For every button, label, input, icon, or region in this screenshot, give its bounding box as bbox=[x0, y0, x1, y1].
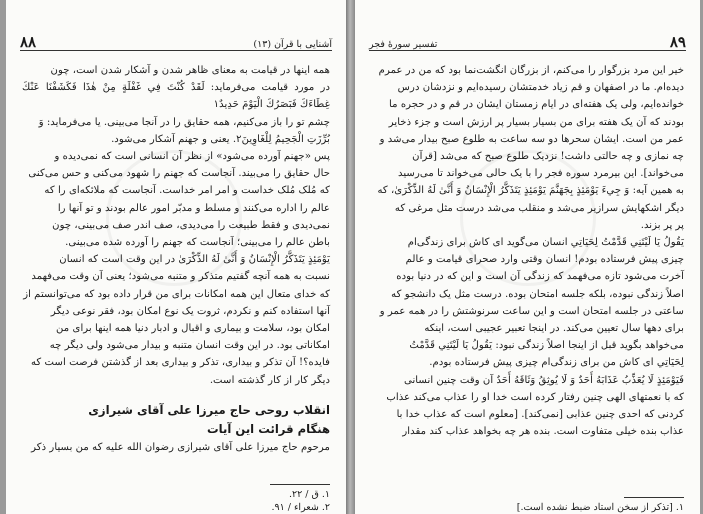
paragraph-line: نمی‌دیدی و فقط طبیعت را می‌دیدی، صف اندر صف می‌بینی، چون bbox=[52, 219, 330, 231]
paragraph-line: چه نمازی و چه حالتی داشت! نزدیک طلوع صبح که می‌شد [قرآن bbox=[412, 151, 684, 163]
paragraph-line: می‌خواهد بگوید قبل از اینجا اصلاً زندگی نبود: يَقُولُ يَا لَيْتَنِي قَدَّمْتُ bbox=[409, 340, 684, 352]
body-text bbox=[22, 62, 330, 389]
paragraph-line: امکاناتی بود. در این وقت انسان متنبه و بیدار می‌شود ولی دیگر چه bbox=[49, 340, 330, 352]
paragraph-line: اصلاً زندگی نبوده، بلکه جلسه امتحان بوده. درست مثل یک دانشجو که bbox=[391, 288, 684, 300]
left-page bbox=[6, 0, 346, 514]
paragraph-line: بُرِّزَتِ الْجَحِيمُ لِلْغَاوِينَ٢. یعنی و جهنم آشکار می‌شود. bbox=[111, 133, 330, 145]
footnote: ١. ق / ٢٢. bbox=[288, 489, 330, 500]
paragraph-line: که مُلک مُلک خداست و امر امر خداست. آنجاست که ملائکه‌ای را که bbox=[44, 185, 330, 197]
paragraph-line: خوانده‌ایم، ولی یک هفته‌ای در ایام زمستان ایشان در قم و در حجره ما bbox=[389, 99, 684, 111]
section-heading-line: انقلاب روحی حاج میرزا علی آقای شیرازی bbox=[88, 402, 330, 417]
paragraph-line: برای دهها سال تعیین می‌کند. در اینجا تعبیر عجیبی است، اینکه bbox=[424, 323, 684, 335]
paragraph-line: آخرت می‌شود تازه می‌فهمد که زندگی آن است و این که در دنیا بوده bbox=[396, 271, 684, 283]
paragraph-line: حال حقایق را می‌بیند. آنجاست که جهنم را شهود می‌کنی و حس می‌کنی bbox=[28, 168, 330, 180]
paragraph-line: بودند که آن یک هفته برای من بسیار بسیار پر ارزش است و جزء ذخایر bbox=[388, 116, 684, 128]
paragraph-line: يَقُولُ يَا لَيْتَنِي قَدَّمْتُ لِحَيَاتِي انسان می‌گوید ای کاش برای زندگی‌ام bbox=[407, 237, 684, 249]
book-gutter bbox=[346, 0, 355, 514]
right-page bbox=[355, 0, 700, 514]
paragraph-line: کردنی که احدی چنین عذابی [نمی‌کند]. [معلوم است که عذاب خدا با bbox=[396, 409, 684, 421]
section-heading-line: هنگام قرائت این آیات bbox=[207, 421, 330, 436]
paragraph-line: نسبت به همه آنچه گفتیم متذکر و متنبه می‌شود؛ یعنی آن وقت می‌فهمد bbox=[31, 271, 330, 283]
paragraph-line: که با نعمتهای الهی چنین رفتار کرده است خدا او را عذاب می‌کند عذاب bbox=[386, 391, 684, 403]
paragraph-line: چشم تو را باز می‌کنیم، همه حقایق را در آنجا می‌بینی. یا می‌فرماید: وَ bbox=[38, 116, 330, 128]
paragraph-line: باطن عالم را می‌بینی؛ آنجاست که جهنم را آورده شده می‌بینی. bbox=[65, 237, 330, 249]
page-number: ٨٨ bbox=[20, 33, 37, 51]
paragraph-line: فایده؟! آن تذکر و بیداری، تذکر و بیداری بعد از گذشتن فرصت است که bbox=[30, 357, 330, 369]
paragraph-line: پس «جهنم آورده می‌شود» از نظر آن انسانی است که نمی‌دیده و bbox=[54, 151, 330, 163]
page-body bbox=[371, 62, 684, 440]
footnote: ١. [تذکر از سخن استاد ضبط نشده است.] bbox=[516, 502, 684, 513]
paragraph-line: دیگر کار از کار گذشته است. bbox=[209, 374, 330, 386]
page-header bbox=[20, 34, 332, 51]
paragraph-line: خیر این مرد بزرگوار را می‌کنم، از بزرگان انگشت‌نما بود که من در عمرم bbox=[378, 65, 684, 76]
footnote-divider bbox=[624, 497, 684, 498]
paragraph-line: چیزی پیش فرستاده بودم! انسان وقتی وارد صحرای قیامت و عالم bbox=[405, 254, 684, 266]
paragraph-line: يَوْمَئِذٍ يَتَذَكَّرُ الْإِنْسَانُ وَ أَنَّىٰ لَهُ الذِّكْرَىٰ در این وقت است که انسان bbox=[59, 254, 330, 266]
footnotes bbox=[22, 484, 330, 514]
page-body bbox=[22, 62, 330, 456]
paragraph-line: می‌خواند]. این بیرمرد سوره فجر را با یک حالی می‌خواند تا می‌رسید bbox=[398, 168, 684, 180]
paragraph-line: لِحَيَاتِي ای کاش من برای زندگی‌ام چیزی پیش فرستاده بودم. bbox=[429, 357, 684, 369]
footnote-divider bbox=[270, 484, 330, 485]
paragraph-line: عمر من است. ایشان سحرها دو سه ساعت به طلوع صبح بیدار می‌شد و bbox=[379, 133, 684, 145]
paragraph-line: امکان بود، سلامت و بیماری و اقبال و ادبار دنیا همه اینها برای من bbox=[56, 323, 330, 335]
paragraph-line: فَيَوْمَئِذٍ لَا يُعَذِّبُ عَذَابَهُ أَحَدٌ وَ لَا يُوثِقُ وَثَاقَهُ أَحَدٌ آن وقت چنین انسانی bbox=[403, 374, 684, 386]
paragraph-line: عذاب بنده خیلی متفاوت است. بنده هر چه بخواهد عذاب کند مقدار bbox=[402, 426, 684, 438]
paragraph-line: که خدای متعال این همه امکانات برای من قرار داده بود که می‌توانستم از bbox=[23, 288, 330, 300]
running-title: تفسیر سورهٔ فجر bbox=[369, 39, 438, 50]
footnote: ٢. شعراء / ٩١. bbox=[271, 502, 330, 513]
paragraph-line: مرحوم حاج میرزا علی آقای شیرازی رضوان الله علیه که من بسیار ذکر bbox=[31, 441, 330, 453]
section-heading bbox=[22, 401, 330, 439]
page-header bbox=[369, 34, 686, 51]
page-number: ٨٩ bbox=[669, 33, 686, 51]
paragraph-line: دیگر اشکهایش سرازیر می‌شد و منقلب می‌شد درست مثل مرغی که bbox=[394, 202, 684, 214]
paragraph-line: آنها استفاده کنم و نکردم، ثروت یک نوع امکان بود، فقر نوعی دیگر bbox=[50, 305, 330, 317]
paragraph-line: عالم را اداره می‌کنند و مسلط و مدبّر امور عالم بودند و تو آنها را bbox=[57, 202, 330, 214]
paragraph-line: دیده‌ام. ما در اصفهان و قم زیاد خدمتشان رسیده‌ایم و نزدشان درس bbox=[397, 82, 684, 94]
paragraph-line: در مورد قیامت می‌فرماید: لَقَدْ كُنْتَ فِي غَفْلَةٍ مِنْ هٰذَا فَكَشَفْنَا عَنْكَ غِطَاءَكَ فَبَصَرُكَ الْيَوْمَ حَدِيدٌ١ bbox=[22, 82, 330, 111]
paragraph-line: به همین آیه: وَ جِيءَ يَوْمَئِذٍ بِجَهَنَّمَ يَوْمَئِذٍ يَتَذَكَّرُ الْإِنْسَانُ وَ أَنَّىٰ لَهُ الذِّكْرَىٰ، که bbox=[377, 185, 684, 197]
paragraph-line: ساعتی در جلسه امتحان است و این ساعت سرنوشتش را در همه عمر و bbox=[379, 305, 684, 317]
body-text bbox=[371, 62, 684, 440]
running-title: آشنایی با قرآن (١٣) bbox=[253, 39, 332, 50]
paragraph-line: پر پر بزند. bbox=[640, 219, 684, 231]
footnotes bbox=[371, 497, 684, 514]
paragraph-line: همه اینها در قیامت به معنای ظاهر شدن و آشکار شدن است، چون bbox=[50, 65, 330, 76]
